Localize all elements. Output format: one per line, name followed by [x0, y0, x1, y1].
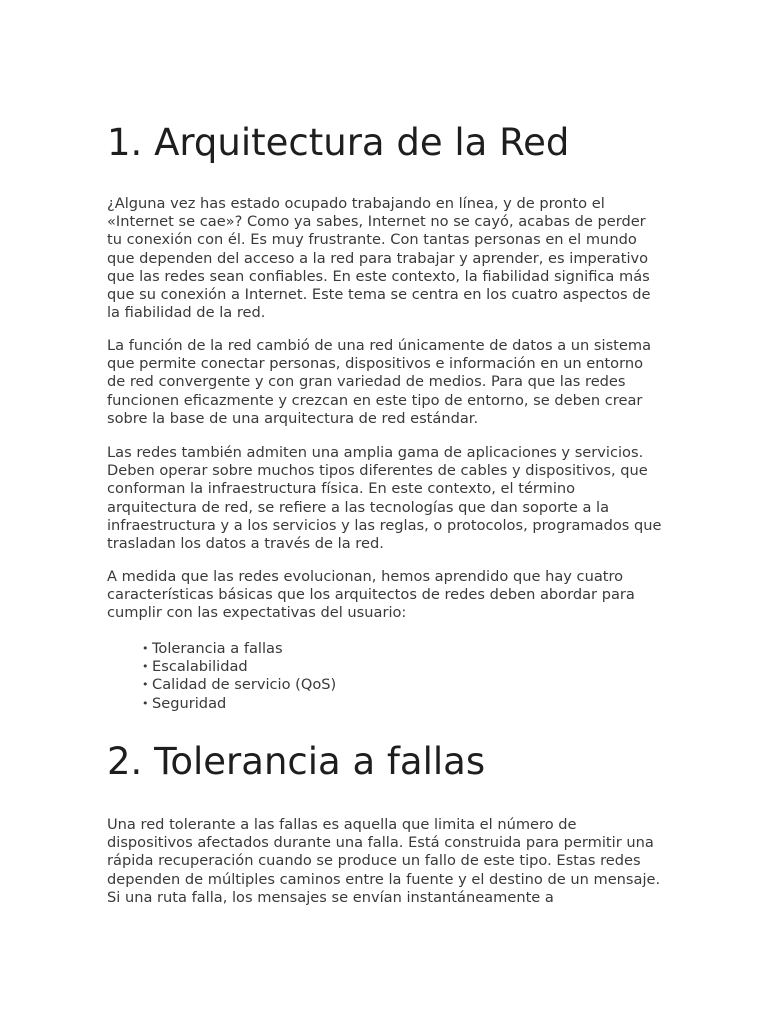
list-item-label: Seguridad: [152, 694, 227, 712]
section-heading-arquitectura: 1. Arquitectura de la Red: [107, 121, 570, 164]
bullet-icon: •: [142, 660, 149, 674]
paragraph-aplicaciones: Las redes también admiten una amplia gama de aplicaciones y servicios. Deben operar sobre muchos tipos diferentes de cables y dispositivos, que conforman la infraestructura física. En este contexto, el término arquitectura de red, se refiere a las tecnologías que dan soporte a la infraestructura y a los servicios y las reglas, o protocolos, programados que trasladan los datos a través de la red.: [107, 444, 662, 553]
list-item-label: Escalabilidad: [152, 658, 248, 676]
list-item: [144, 658, 336, 676]
list-item-label: Tolerancia a fallas: [152, 640, 283, 657]
section-heading-tolerancia: 2. Tolerancia a fallas: [107, 740, 486, 783]
bullet-icon: •: [142, 642, 149, 655]
list-item-label: Calidad de servicio (QoS): [152, 676, 337, 694]
paragraph-intro: ¿Alguna vez has estado ocupado trabajando en línea, y de pronto el «Internet se cae»? Como ya sabes, Internet no se cayó, acabas de perder tu conexión con él. Es muy frustrante. Con tantas personas en el mundo que dependen del acceso a la red para trabajar y aprender, es imperativo que las redes sean confiables. En este contexto, la fiabilidad significa más que su conexión a Internet. Este tema se centra en los cuatro aspectos de la fiabilidad de la red.: [107, 195, 651, 322]
list-item: [144, 640, 336, 658]
list-item: [144, 676, 336, 694]
bullet-icon: •: [142, 678, 149, 692]
paragraph-tolerancia: Una red tolerante a las fallas es aquella que limita el número de dispositivos afectados durante una falla. Está construida para permitir una rápida recuperación cuando se produce un fallo de este tipo. Estas redes dependen de múltiples caminos entre la fuente y el destino de un mensaje. Si una ruta falla, los mensajes se envían instantáneamente a: [107, 816, 661, 906]
characteristics-list: [144, 640, 336, 713]
paragraph-funcion-red: La función de la red cambió de una red únicamente de datos a un sistema que permite conectar personas, dispositivos e información en un entorno de red convergente y con gran variedad de medios. Para que las redes funcionen eficazmente y crezcan en este tipo de entorno, se deben crear sobre la base de una arquitectura de red estándar.: [107, 337, 652, 427]
paragraph-caracteristicas: A medida que las redes evolucionan, hemos aprendido que hay cuatro características básicas que los arquitectos de redes deben abordar para cumplir con las expectativas del usuario:: [107, 568, 635, 622]
list-item: [144, 695, 336, 713]
bullet-icon: •: [142, 696, 149, 710]
